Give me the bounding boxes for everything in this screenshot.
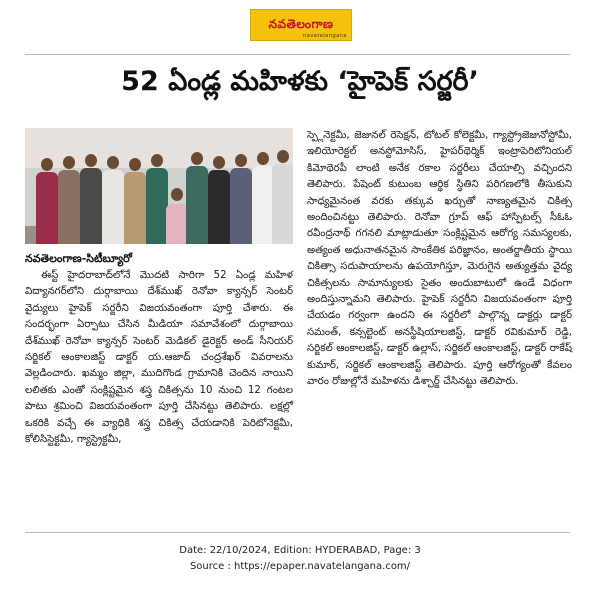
person-figure (123, 144, 147, 244)
person-figure (101, 144, 125, 244)
footer-source: Source : https://epaper.navatelangana.com/ (189, 561, 411, 572)
article-dateline: నవతెలంగాణ-సిటీబ్యూరో (25, 252, 132, 265)
person-figure (229, 144, 253, 244)
person-figure (35, 144, 59, 244)
person-figure (207, 144, 231, 244)
article-photo (25, 128, 293, 244)
article-headline: 52 ఏండ్ల మహిళకు ‘హైపెక్ సర్జరీ’ (121, 66, 479, 97)
article-body-left: ఈస్ట్ హైదరాబాద్‌లోనే మొదటి సారిగా 52 ఏండ్ల మహిళ విద్యానగర్‌లోని దుర్గాబాయి దేశ్‌ముఖ్ రెనోవా క్యాన్సర్ సెంటర్ వైద్యులు హైపెక్ సర్జరీని విజయవంతంగా పూర్తి చేశారు. ఈ సందర్భంగా ఏర్పాటు చేసిన మీడియా సమావేశంలో దుర్గాబాయి దేశ్‌ముఖ్ రెనోవా క్యాన్సర్ సెంటర్ మెడికల్ డైరెక్టర్ అండ్ సీనియర్ సర్జికల్ ఆంకాలజిస్ట్ డాక్టర్ య.ఆజాద్ చంద్రశేఖర్ వివరాలను వెల్లడించారు. ఖమ్మం జిల్లా, ముదిగొండ గ్రామానికి చెందిన నాయిని లలితకు ఎంతో సంక్లిష్టమైన శస్త్ర చికిత్సను 10 నుంచి 12 గంటల పాటు శ్రమించి విజయవంతంగా పూర్తి చేసినట్టు తెలిపారు. లక్షల్లో ఒకరికి వచ్చే ఈ వ్యాధికి శస్త్ర చికిత్స చేయడానికి పెరిటోనెక్టమీ, కోలిసిస్టెక్టమీ, గ్యాస్ట్రెక్టమీ, (25, 270, 293, 446)
article-column-right (307, 128, 572, 391)
person-figure (57, 144, 81, 244)
logo-subtext: navatelangana (303, 33, 347, 39)
article-column-left (25, 268, 293, 448)
article-body-right: స్ప్లెనెక్టమీ, జెజునల్ రెసెక్షన్, టోటల్ కోలెక్టమీ, గ్యాస్ట్రోజెజునోస్టోమీ, ఇలియోరెక్టల్ అనస్టోమోసిస్, హైపర్‌థెర్మిక్ ఇంట్రాపెరిటోనియల్ కిమోథెరపీ లాంటి అనేక రకాల సర్జరీలు చేయాల్సి వచ్చిందని తెలిపారు. పేషెంట్ కుటుంబ ఆర్థిక స్థితిని పరిగణలోకి తీసుకుని సాధ్యమైనంత వరకు తక్కువ ఖర్చుతో నాణ్యతమైన చికిత్స అందించినట్టు తెలిపారు. రెనోవా గ్రూప్ ఆఫ్ హాస్పిటల్స్ సీఓఓ రవీంద్రనాథ్ గగనలి మాట్లాడుతూ సంక్లిష్టమైన ఆరోగ్య సమస్యలకు, అత్యంత అధునాతనమైన సాంకేతిక పరిజ్ఞానం, అంతర్జాతీయ స్థాయి చికిత్సా సదుపాయాలను ఉపయోగిస్తూ, మెరుగైన అత్యుత్తమ వైద్య చికిత్సలను సామాన్యులకు సైతం అందుబాటులో ఉండే విధంగా అందిస్తున్నామని తెలిపారు. హైపెక్ సర్జరీని విజయవంతంగా పూర్తి చేయడం గర్వంగా ఉందని ఈ సర్జరీలో పాల్గొన్న డాక్టర్లు డాక్టర్ సమంత్, కన్సల్టెంట్ అనస్థీషియాలజిస్ట్, డాక్టర్ రవికుమార్ రెడ్డి, సర్జికల్ ఆంకాలజిస్ట్, డాక్టర్ ఉల్లాస్, సర్జికల్ ఆంకాలజిస్ట్, డాక్టర్ రాకేష్ కుమార్, సర్జికల్ ఆంకాలజిస్ట్ తెలిపారు. పూర్తి ఆరోగ్యంతో కేవలం వారం రోజుల్లోనే మహిళను డిశ్చార్జ్ చేసినట్టు తెలిపారు. (307, 130, 572, 388)
bottom-divider (25, 532, 570, 533)
person-figure (185, 144, 209, 244)
newspaper-logo (250, 9, 352, 41)
logo-text: నవతెలంగాణ (268, 16, 334, 31)
person-figure (271, 144, 293, 244)
top-divider (25, 54, 570, 55)
footer-date: Date: 22/10/2024, Edition: HYDERABAD, Page: 3 (179, 545, 421, 556)
person-figure (79, 144, 103, 244)
